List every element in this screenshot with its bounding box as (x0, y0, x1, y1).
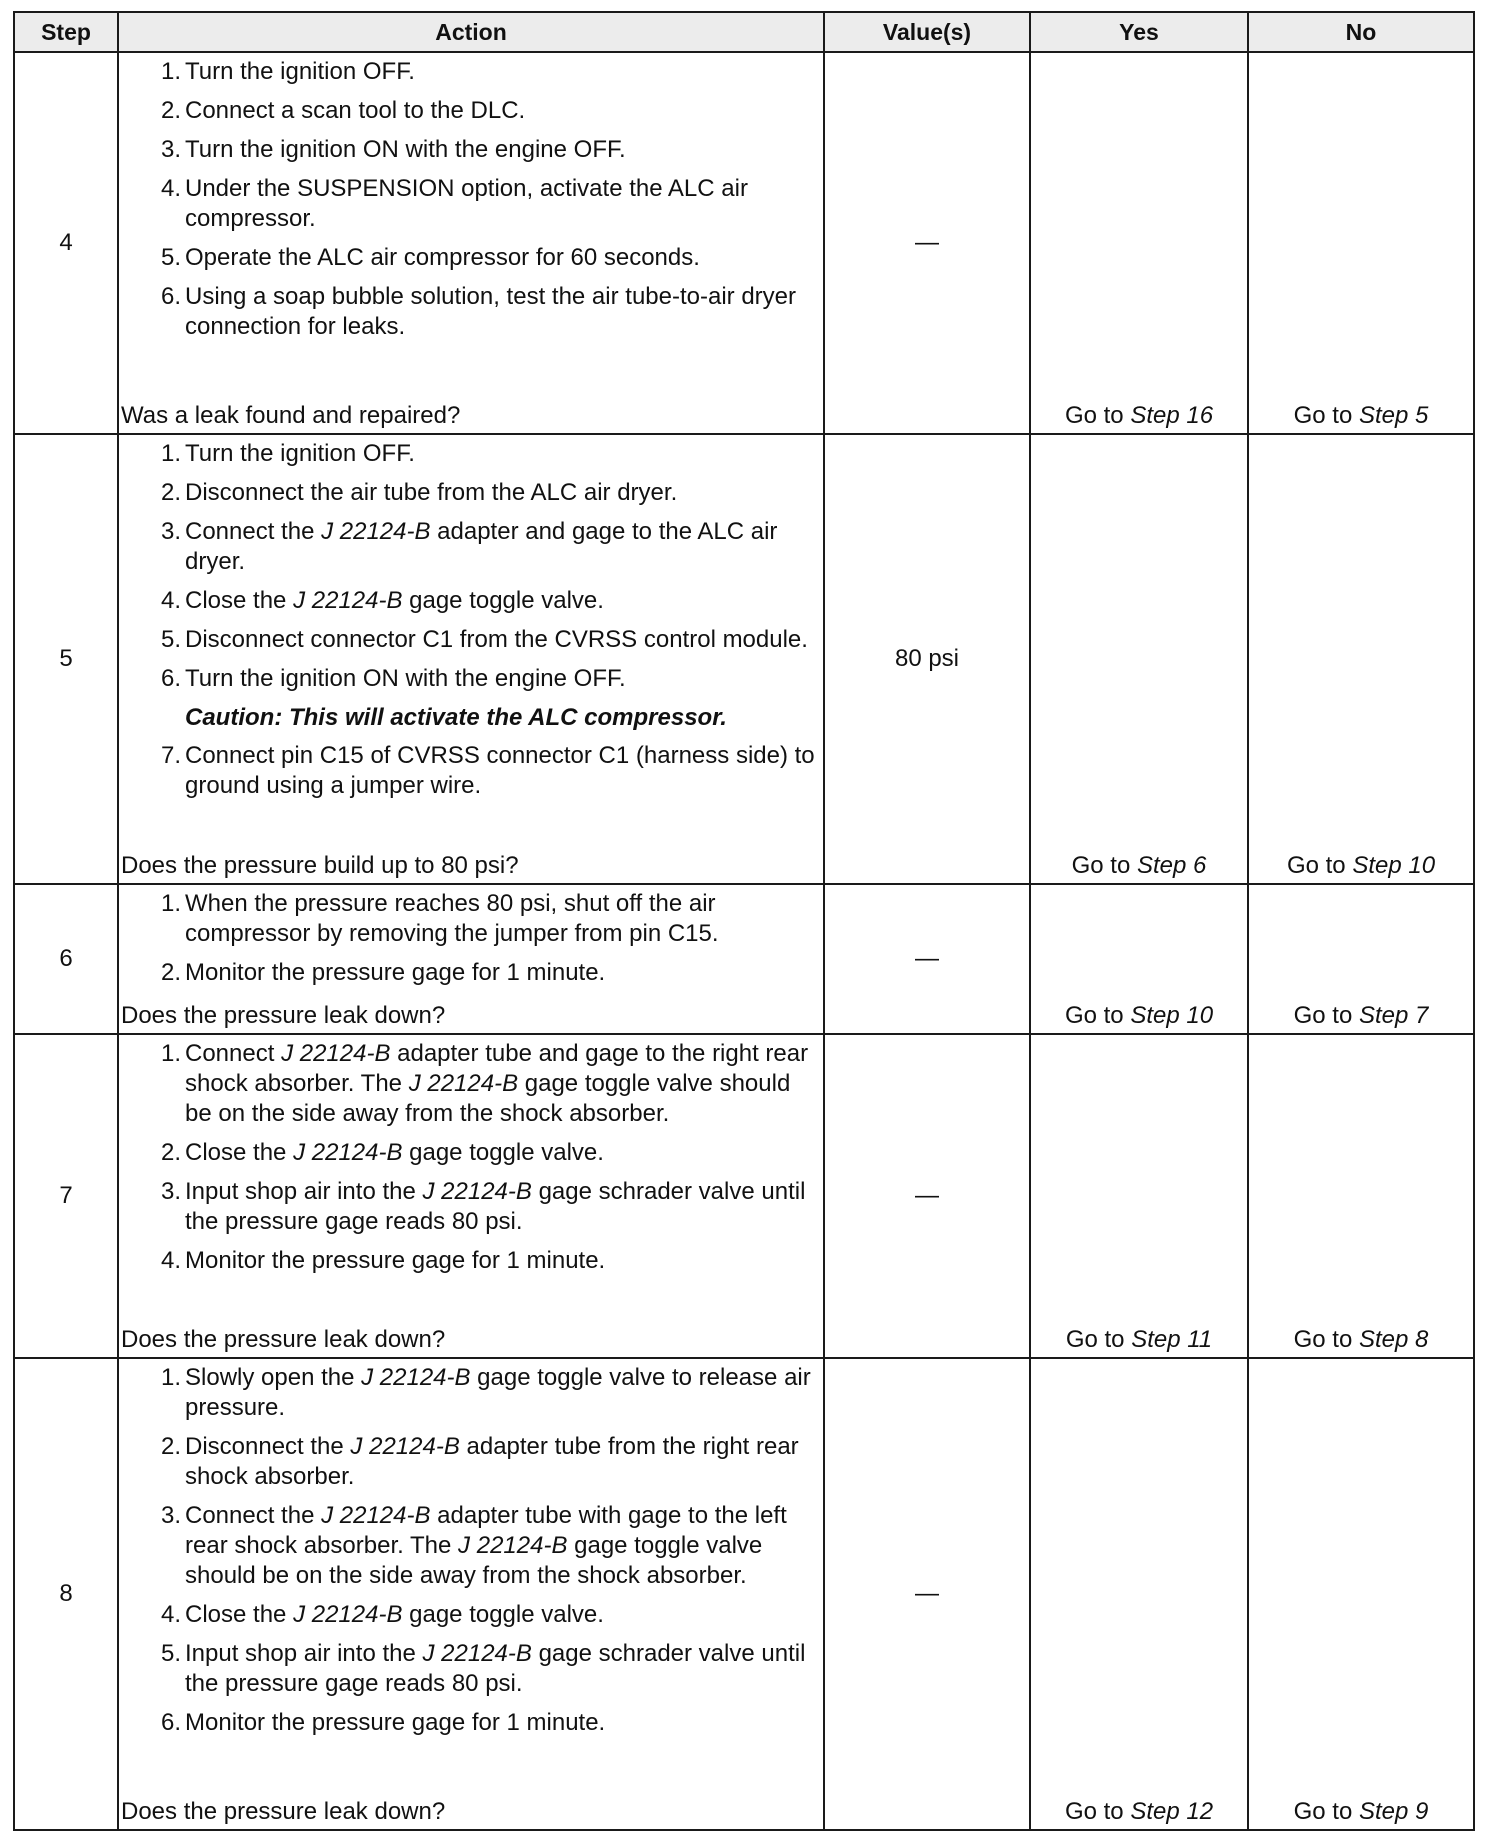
goto-step-link[interactable]: Step 7 (1358, 1002, 1429, 1029)
yes-cell (1030, 884, 1248, 1034)
action-steps (125, 1039, 819, 1276)
value-cell: — (824, 884, 1030, 1034)
value-cell: — (824, 1034, 1030, 1358)
value-cell: — (824, 1358, 1030, 1830)
action-step (125, 1639, 819, 1699)
step-index: 5. (160, 1640, 181, 1667)
action-cell (118, 434, 824, 884)
step-text: Connect the J 22124-B adapter and gage to the ALC air dryer. (185, 518, 778, 575)
goto-prefix: Go to (1071, 852, 1137, 879)
tool-reference: J 22124-B (281, 1040, 391, 1067)
goto-step-link[interactable]: Step 11 (1131, 1326, 1213, 1353)
action-step (125, 96, 819, 126)
action-step (125, 741, 819, 801)
action-content (119, 885, 823, 999)
tool-reference: J 22124-B (408, 1070, 519, 1097)
no-cell (1248, 884, 1474, 1034)
action-steps (125, 439, 819, 801)
goto-prefix: Go to (1064, 1798, 1131, 1825)
header-step: Step (14, 12, 118, 52)
goto-step-link[interactable]: Step 16 (1130, 402, 1214, 429)
no-cell (1248, 434, 1474, 884)
action-step (125, 243, 819, 273)
header-row (14, 12, 1474, 52)
action-step (125, 889, 819, 949)
header-action: Action (118, 12, 824, 52)
action-step (125, 1138, 819, 1168)
step-text: When the pressure reaches 80 psi, shut off the air compressor by removing the jumper from pin C15. (185, 890, 719, 947)
step-index: 1. (160, 890, 181, 917)
goto-step-link[interactable]: Step 12 (1130, 1798, 1214, 1825)
goto-step-link[interactable]: Step 9 (1358, 1798, 1429, 1825)
yes-cell (1030, 1034, 1248, 1358)
step-question: Was a leak found and repaired? (121, 402, 461, 429)
step-index: 2. (160, 1433, 181, 1460)
action-step (125, 586, 819, 616)
step-index: 2. (160, 479, 181, 506)
value-cell: — (824, 52, 1030, 434)
step-number: 6 (14, 884, 118, 1034)
yes-cell (1030, 434, 1248, 884)
step-text: Disconnect the air tube from the ALC air dryer. (185, 479, 678, 506)
diagnostic-table (13, 11, 1475, 1831)
step-text: Using a soap bubble solution, test the air tube-to-air dryer connection for leaks. (185, 283, 797, 340)
action-step (125, 478, 819, 508)
action-content (119, 53, 823, 353)
action-step (125, 664, 819, 694)
step-text: Close the J 22124-B gage toggle valve. (185, 1601, 604, 1628)
goto-prefix: Go to (1293, 1002, 1359, 1029)
action-step (125, 439, 819, 469)
action-cell (118, 52, 824, 434)
goto-step-link[interactable]: Step 10 (1352, 852, 1436, 879)
step-index: 2. (160, 1139, 181, 1166)
action-content (119, 1035, 823, 1287)
action-step (125, 517, 819, 577)
action-step (125, 174, 819, 234)
step-number: 7 (14, 1034, 118, 1358)
value-cell: 80 psi (824, 434, 1030, 884)
tool-reference: J 22124-B (321, 518, 431, 545)
step-index: 4. (160, 1601, 181, 1628)
yes-cell (1030, 1358, 1248, 1830)
step-text: Close the J 22124-B gage toggle valve. (185, 1139, 604, 1166)
caution-note: Caution: This will activate the ALC compressor. (185, 704, 727, 731)
step-index: 2. (160, 97, 181, 124)
step-index: 2. (160, 959, 181, 986)
step-index: 6. (160, 665, 181, 692)
tool-reference: J 22124-B (458, 1532, 568, 1559)
goto-step-link[interactable]: Step 6 (1136, 852, 1207, 879)
goto-prefix: Go to (1065, 1326, 1132, 1353)
action-step (125, 57, 819, 87)
yes-cell (1030, 52, 1248, 434)
table-row (14, 1034, 1474, 1358)
action-steps (125, 1363, 819, 1738)
step-index: 7. (160, 742, 181, 769)
step-index: 6. (160, 1709, 181, 1736)
action-step (125, 1246, 819, 1276)
step-text: Turn the ignition ON with the engine OFF. (185, 665, 626, 692)
step-text: Connect the J 22124-B adapter tube with gage to the left rear shock absorber. The J 22124-B gage toggle valve should be on the side away from the shock absorber. (185, 1502, 787, 1589)
header-values: Value(s) (824, 12, 1030, 52)
step-text: Turn the ignition ON with the engine OFF. (185, 136, 626, 163)
table-row (14, 434, 1474, 884)
step-number: 8 (14, 1358, 118, 1830)
action-content (119, 435, 823, 812)
action-step (125, 1600, 819, 1630)
tool-reference: J 22124-B (293, 1139, 403, 1166)
action-step (125, 625, 819, 655)
step-text: Connect pin C15 of CVRSS connector C1 (harness side) to ground using a jumper wire. (185, 742, 815, 799)
step-text: Disconnect the J 22124-B adapter tube from the right rear shock absorber. (185, 1433, 799, 1490)
step-text: Under the SUSPENSION option, activate the ALC air compressor. (185, 175, 748, 232)
action-steps (125, 57, 819, 342)
step-question: Does the pressure leak down? (121, 1002, 446, 1029)
action-step (125, 1501, 819, 1591)
step-text: Connect a scan tool to the DLC. (185, 97, 526, 124)
no-cell (1248, 1034, 1474, 1358)
step-text: Close the J 22124-B gage toggle valve. (185, 587, 604, 614)
step-index: 3. (160, 1178, 181, 1205)
step-index: 4. (160, 1247, 181, 1274)
step-text: Turn the ignition OFF. (185, 440, 415, 467)
goto-prefix: Go to (1293, 402, 1359, 429)
action-cell (118, 884, 824, 1034)
step-question: Does the pressure leak down? (121, 1798, 446, 1825)
step-question: Does the pressure build up to 80 psi? (121, 852, 519, 879)
action-step (125, 1432, 819, 1492)
goto-prefix: Go to (1286, 852, 1353, 879)
step-text: Monitor the pressure gage for 1 minute. (185, 1247, 606, 1274)
diagnostic-table-page (13, 11, 1473, 1831)
step-text: Input shop air into the J 22124-B gage schrader valve until the pressure gage reads 80 psi. (185, 1178, 806, 1235)
tool-reference: J 22124-B (350, 1433, 460, 1460)
step-index: 6. (160, 283, 181, 310)
goto-prefix: Go to (1293, 1798, 1359, 1825)
tool-reference: J 22124-B (321, 1502, 431, 1529)
table-row (14, 1358, 1474, 1830)
tool-reference: J 22124-B (293, 1601, 403, 1628)
action-step (125, 135, 819, 165)
step-number: 5 (14, 434, 118, 884)
step-text: Turn the ignition OFF. (185, 58, 415, 85)
goto-prefix: Go to (1293, 1326, 1359, 1353)
action-content (119, 1359, 823, 1749)
tool-reference: J 22124-B (422, 1178, 532, 1205)
step-text: Monitor the pressure gage for 1 minute. (185, 959, 606, 986)
no-cell (1248, 52, 1474, 434)
tool-reference: J 22124-B (293, 587, 403, 614)
goto-prefix: Go to (1064, 1002, 1131, 1029)
header-no: No (1248, 12, 1474, 52)
header-yes: Yes (1030, 12, 1248, 52)
action-step (125, 1708, 819, 1738)
action-step (125, 1039, 819, 1129)
goto-step-link[interactable]: Step 10 (1130, 1002, 1214, 1029)
step-text: Operate the ALC air compressor for 60 seconds. (185, 244, 700, 271)
step-question: Does the pressure leak down? (121, 1326, 446, 1353)
tool-reference: J 22124-B (361, 1364, 471, 1391)
step-number: 4 (14, 52, 118, 434)
step-index: 5. (160, 626, 181, 653)
goto-prefix: Go to (1064, 402, 1131, 429)
step-text: Disconnect connector C1 from the CVRSS control module. (185, 626, 808, 653)
step-index: 4. (160, 587, 181, 614)
step-index: 3. (160, 1502, 181, 1529)
step-text: Slowly open the J 22124-B gage toggle valve to release air pressure. (185, 1364, 811, 1421)
tool-reference: J 22124-B (422, 1640, 532, 1667)
step-index: 1. (160, 58, 181, 85)
goto-step-link[interactable]: Step 5 (1358, 402, 1429, 429)
action-step (125, 282, 819, 342)
step-text: Input shop air into the J 22124-B gage schrader valve until the pressure gage reads 80 psi. (185, 1640, 806, 1697)
action-cell (118, 1358, 824, 1830)
step-text: Connect J 22124-B adapter tube and gage to the right rear shock absorber. The J 22124-B gage toggle valve should be on the side away from the shock absorber. (185, 1040, 809, 1127)
action-cell (118, 1034, 824, 1358)
no-cell (1248, 1358, 1474, 1830)
step-index: 1. (160, 440, 181, 467)
step-index: 5. (160, 244, 181, 271)
action-step (125, 958, 819, 988)
table-row (14, 52, 1474, 434)
action-step (125, 1363, 819, 1423)
step-index: 1. (160, 1364, 181, 1391)
table-body (14, 52, 1474, 1830)
step-index: 3. (160, 136, 181, 163)
action-step (125, 1177, 819, 1237)
step-index: 1. (160, 1040, 181, 1067)
step-index: 4. (160, 175, 181, 202)
step-text: Monitor the pressure gage for 1 minute. (185, 1709, 606, 1736)
action-steps (125, 889, 819, 988)
step-index: 3. (160, 518, 181, 545)
goto-step-link[interactable]: Step 8 (1358, 1326, 1429, 1353)
table-row (14, 884, 1474, 1034)
